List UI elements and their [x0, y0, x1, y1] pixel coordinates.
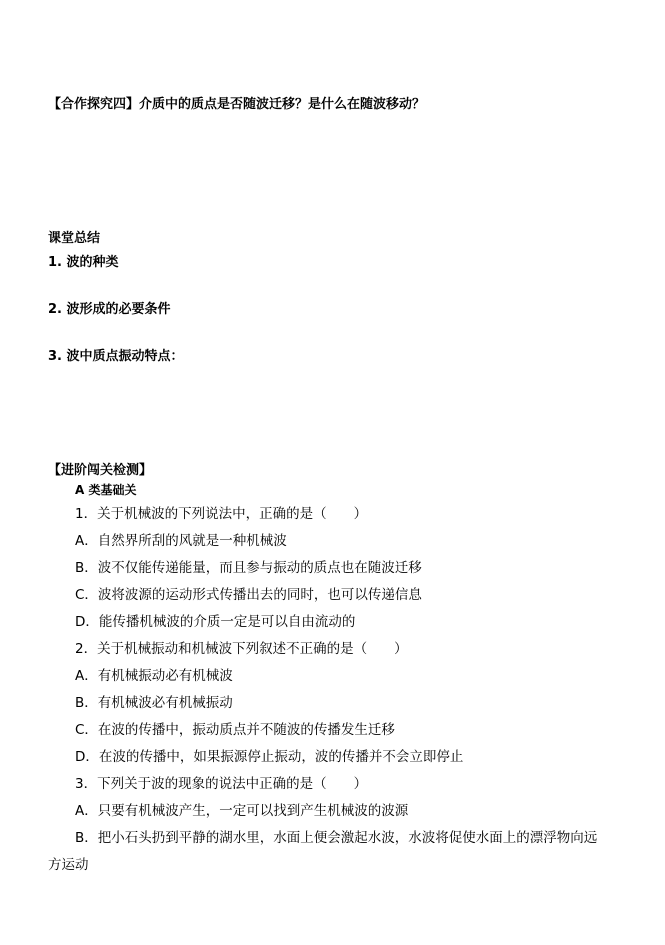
q1-option-d: D．能传播机械波的介质一定是可以自由流动的: [75, 614, 356, 630]
summary-item-3: 3. 波中质点振动特点：: [48, 349, 184, 364]
q2-option-a: A．有机械振动必有机械波: [75, 668, 233, 684]
summary-title: 课堂总结: [48, 231, 101, 246]
inquiry-4-heading: 【合作探究四】介质中的质点是否随波迁移？是什么在随波移动？: [48, 97, 426, 112]
q3-stem: 3．下列关于波的现象的说法中正确的是（ ）: [75, 776, 368, 792]
q1-option-a: A．自然界所刮的风就是一种机械波: [75, 533, 287, 549]
summary-item-2: 2. 波形成的必要条件: [48, 302, 171, 317]
q1-stem: 1．关于机械波的下列说法中，正确的是（ ）: [75, 506, 368, 522]
q1-option-b: B．波不仅能传递能量，而且参与振动的质点也在随波迁移: [75, 560, 422, 576]
summary-item-1: 1. 波的种类: [48, 255, 119, 270]
q2-option-d: D．在波的传播中，如果振源停止振动，波的传播并不会立即停止: [75, 749, 464, 765]
q3-option-b-line2: 方运动: [48, 857, 89, 873]
test-title: 【进阶闯关检测】: [48, 463, 153, 478]
q2-option-b: B．有机械波必有机械振动: [75, 695, 233, 711]
q3-option-a: A．只要有机械波产生，一定可以找到产生机械波的波源: [75, 803, 409, 819]
section-a-title: A 类基础关: [75, 483, 137, 497]
q2-option-c: C．在波的传播中，振动质点并不随波的传播发生迁移: [75, 722, 395, 738]
q3-option-b-line1: B．把小石头扔到平静的湖水里，水面上便会激起水波，水波将促使水面上的漂浮物向远: [75, 830, 598, 846]
q1-option-c: C．波将波源的运动形式传播出去的同时，也可以传递信息: [75, 587, 422, 603]
q2-stem: 2．关于机械振动和机械波下列叙述不正确的是（ ）: [75, 641, 408, 657]
